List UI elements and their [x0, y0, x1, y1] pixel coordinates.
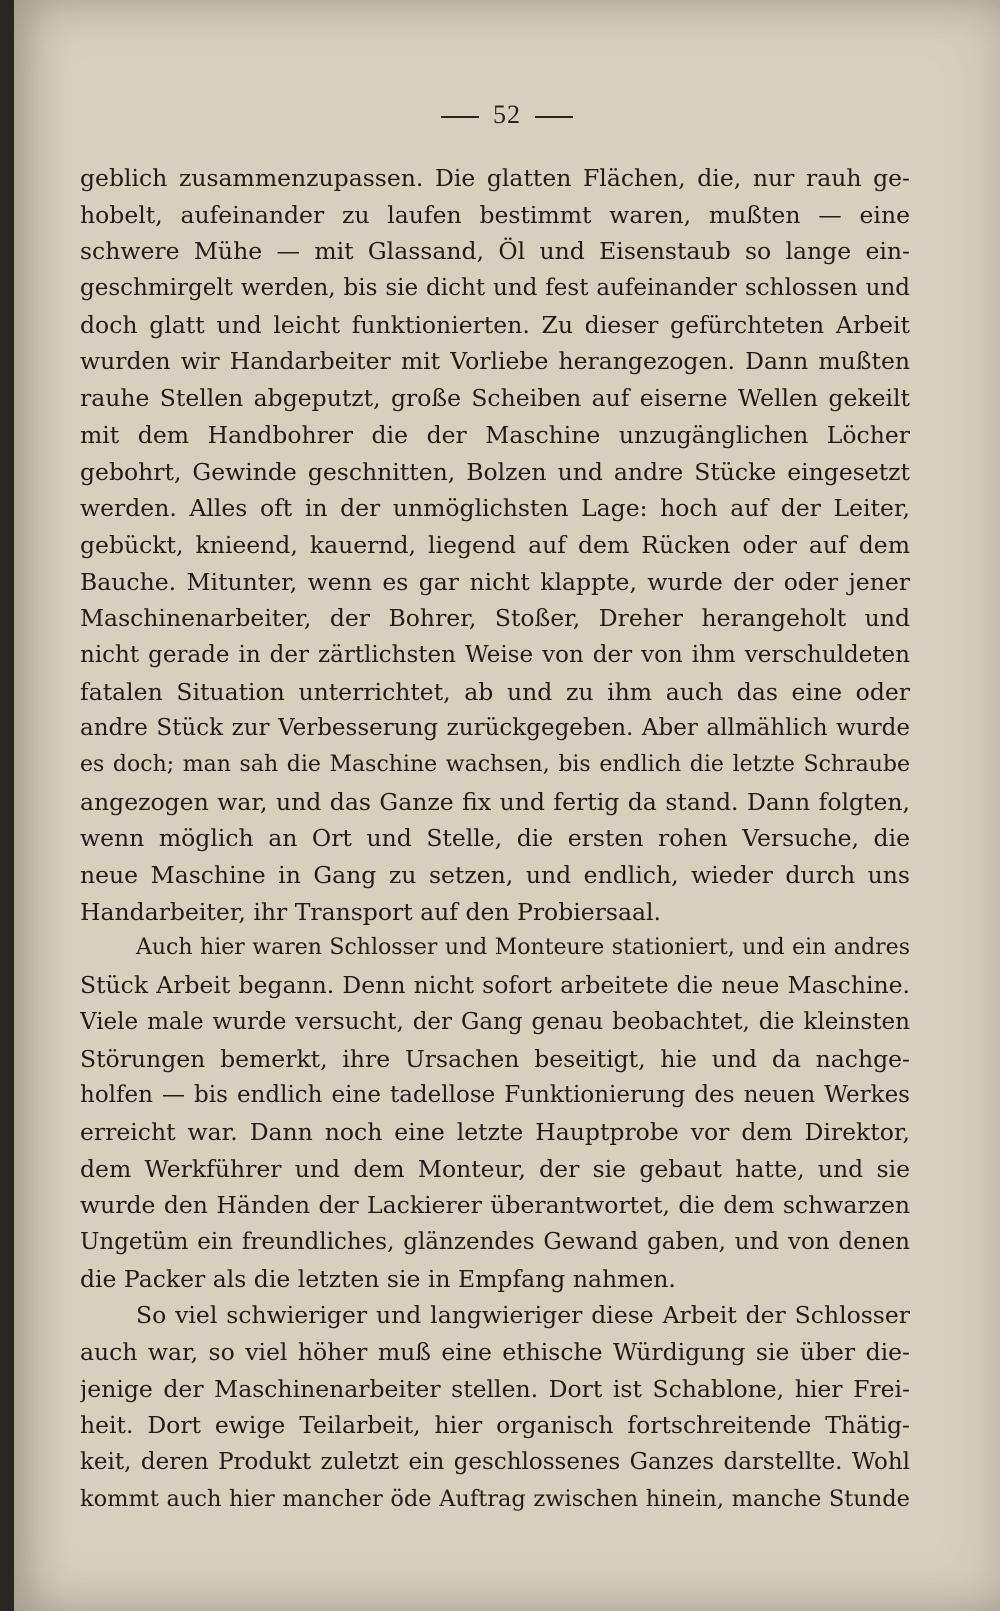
text-line: heit. Dort ewige Teilarbeit, hier organisch fortschreitende Thätig- — [80, 1411, 910, 1440]
text-line: holfen — bis endlich eine tadellose Funktionierung des neuen Werkes — [80, 1082, 910, 1109]
text-line: geblich zusammenzupassen. Die glatten Flächen, die, nur rauh ge- — [80, 164, 910, 192]
page-header — [14, 100, 1000, 130]
header-dash-right — [535, 116, 573, 118]
text-line: hobelt, aufeinander zu laufen bestimmt waren, mußten — eine — [80, 200, 910, 229]
body-text — [80, 160, 910, 1517]
text-line: angezogen war, und das Ganze fix und fertig da stand. Dann folgten, — [80, 787, 910, 816]
text-line: die Packer als die letzten sie in Empfang nahmen. — [80, 1264, 676, 1293]
book-page — [14, 0, 1000, 1611]
text-line: doch glatt und leicht funktionierten. Zu dieser gefürchteten Arbeit — [80, 310, 910, 339]
text-line: Bauche. Mitunter, wenn es gar nicht klappte, wurde der oder jener — [80, 567, 910, 596]
text-line: werden. Alles oft in der unmöglichsten Lage: hoch auf der Leiter, — [80, 494, 910, 523]
text-line: So viel schwieriger und langwieriger diese Arbeit der Schlosser — [136, 1301, 910, 1330]
text-line: neue Maschine in Gang zu setzen, und endlich, wieder durch uns — [80, 861, 910, 890]
header-dash-left — [441, 116, 479, 118]
text-line: kommt auch hier mancher öde Auftrag zwischen hinein, manche Stunde — [80, 1485, 910, 1512]
text-line: wenn möglich an Ort und Stelle, die ersten rohen Versuche, die — [80, 824, 910, 853]
text-line: mit dem Handbohrer die der Maschine unzugänglichen Löcher — [80, 420, 910, 449]
text-line: es doch; man sah die Maschine wachsen, bis endlich die letzte Schraube — [80, 752, 910, 777]
text-line: Störungen bemerkt, ihre Ursachen beseitigt, hie und da nachge- — [80, 1044, 910, 1073]
text-line: erreicht war. Dann noch eine letzte Hauptprobe vor dem Direktor, — [80, 1117, 910, 1146]
text-line: rauhe Stellen abgeputzt, große Scheiben auf eiserne Wellen gekeilt — [80, 384, 910, 413]
text-line: Viele male wurde versucht, der Gang genau beobachtet, die kleinsten — [80, 1008, 910, 1035]
text-line: wurde den Händen der Lackierer überantwortet, die dem schwarzen — [80, 1191, 910, 1220]
text-line: jenige der Maschinenarbeiter stellen. Dort ist Schablone, hier Frei- — [80, 1374, 910, 1403]
text-line: andre Stück zur Verbesserung zurückgegeben. Aber allmählich wurde — [80, 715, 910, 742]
text-line: gebückt, knieend, kauernd, liegend auf dem Rücken oder auf dem — [80, 530, 910, 559]
page-number: 52 — [493, 100, 521, 129]
text-line: fatalen Situation unterrichtet, ab und zu ihm auch das eine oder — [80, 677, 910, 706]
text-line: Ungetüm ein freundliches, glänzendes Gewand gaben, und von denen — [80, 1228, 910, 1255]
text-line: wurden wir Handarbeiter mit Vorliebe herangezogen. Dann mußten — [80, 347, 910, 376]
text-line: Handarbeiter, ihr Transport auf den Probiersaal. — [80, 897, 661, 926]
text-line: auch war, so viel höher muß eine ethische Würdigung sie über die- — [80, 1338, 910, 1366]
text-line: nicht gerade in der zärtlichsten Weise von der von ihm verschuldeten — [80, 641, 910, 668]
text-line: keit, deren Produkt zuletzt ein geschlossenes Ganzes darstellte. Wohl — [80, 1449, 910, 1476]
text-line: gebohrt, Gewinde geschnitten, Bolzen und andre Stücke eingesetzt — [80, 457, 910, 486]
text-line: Maschinenarbeiter, der Bohrer, Stoßer, Dreher herangeholt und — [80, 604, 910, 633]
text-line: Auch hier waren Schlosser und Monteure stationiert, und ein andres — [136, 935, 910, 961]
text-line: dem Werkführer und dem Monteur, der sie gebaut hatte, und sie — [80, 1154, 910, 1183]
text-line: Stück Arbeit begann. Denn nicht sofort arbeitete die neue Maschine. — [80, 971, 910, 1000]
text-line: schwere Mühe — mit Glassand, Öl und Eisenstaub so lange ein- — [80, 237, 910, 266]
text-line: geschmirgelt werden, bis sie dicht und fest aufeinander schlossen und — [80, 275, 910, 302]
